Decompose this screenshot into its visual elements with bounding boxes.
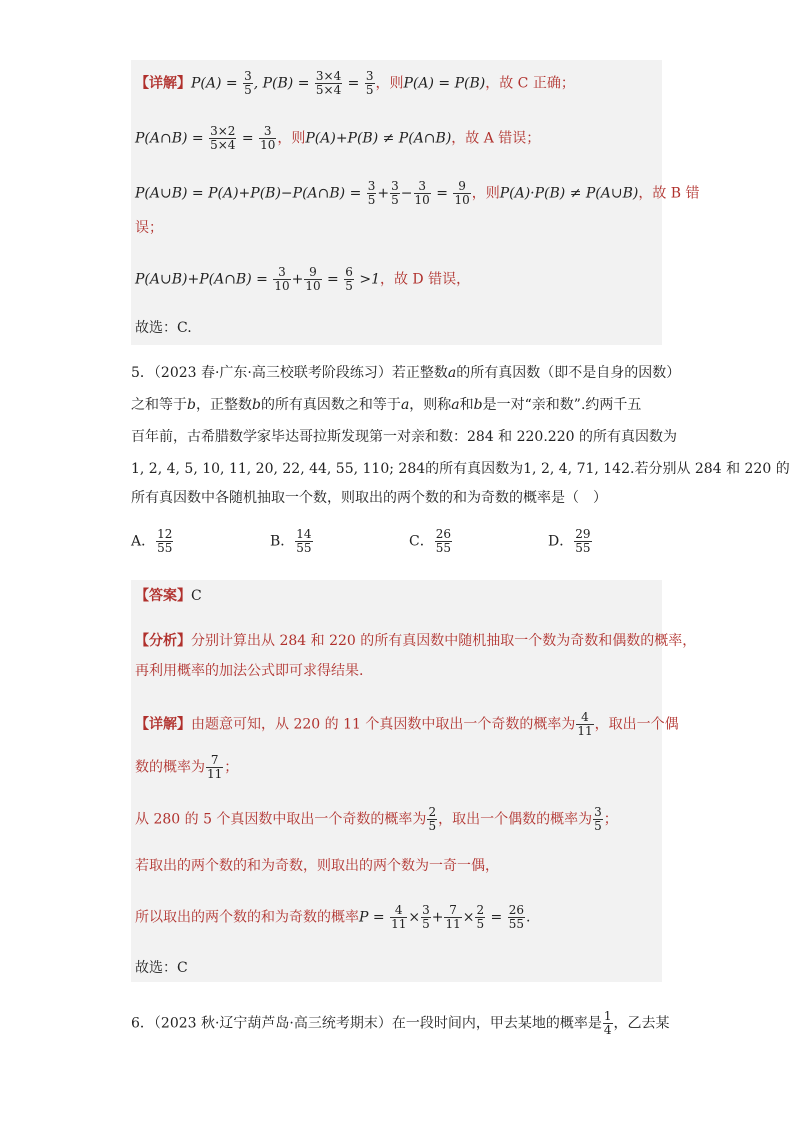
q5-line-5: 所有真因数中各随机抽取一个数，则取出的两个数的和为奇数的概率是（ ） — [131, 490, 607, 506]
answer-line — [135, 586, 202, 606]
text-segment: a — [451, 397, 460, 413]
text-segment: 【详解】 — [135, 75, 191, 92]
numerator: 6 — [345, 265, 353, 279]
numerator: 7 — [444, 904, 461, 918]
fraction — [365, 70, 375, 97]
fraction — [444, 904, 461, 931]
numerator: 7 — [206, 754, 223, 768]
text-segment: × — [462, 909, 475, 926]
text-segment: = — [486, 909, 507, 926]
text-segment: ，故 D 错误， — [379, 271, 471, 288]
numerator: 3×4 — [315, 69, 342, 83]
text-segment: ； — [603, 811, 618, 828]
fraction — [390, 180, 400, 207]
text-segment: 1, 2, 4, 71, 142 — [523, 461, 630, 477]
text-segment: 的所有真因数（即不是自身的因数） — [456, 365, 681, 381]
denominator: 55 — [157, 541, 173, 555]
text-segment: 【分析】 — [135, 633, 191, 649]
fraction — [475, 904, 485, 931]
text-segment: ，乙去某 — [613, 1015, 670, 1032]
detail-q5-line-5 — [135, 904, 530, 931]
text-segment: 所以取出的两个数的和为奇数的概率 — [135, 909, 359, 926]
fraction — [206, 754, 223, 781]
numerator: 3 — [273, 266, 290, 280]
text-segment: . — [526, 909, 531, 926]
text-segment: b — [187, 397, 196, 413]
fraction — [603, 1010, 613, 1037]
detail-q5-line-3 — [135, 806, 618, 833]
option-d[interactable] — [548, 528, 593, 555]
text-segment: P(A∪B) = P(A)+P(B)−P(A∩B) = — [135, 185, 366, 202]
numerator: 3 — [594, 805, 602, 819]
text-segment: − — [400, 185, 413, 202]
text-segment: P(A) = — [191, 75, 243, 92]
text-segment: 和 — [459, 397, 474, 413]
denominator: 5 — [476, 917, 485, 931]
text-segment: 分别计算出从 284 和 220 的所有真因数中随机抽取一个数为奇数和偶数的概率， — [191, 633, 697, 649]
text-segment: B． — [270, 533, 295, 550]
text-segment: A． — [131, 533, 156, 550]
numerator: 9 — [304, 266, 321, 280]
text-segment: P = — [359, 909, 390, 926]
denominator: 10 — [414, 193, 430, 207]
detail-line-3b: 误； — [135, 220, 163, 236]
text-segment: ，则 — [277, 130, 306, 147]
option-c[interactable] — [409, 528, 453, 555]
numerator: 29 — [575, 527, 591, 541]
numerator: 3 — [391, 179, 399, 193]
denominator: 5 — [345, 279, 353, 293]
text-segment: C． — [409, 533, 434, 550]
q5-line-1 — [131, 363, 680, 383]
denominator: 5 — [422, 917, 430, 931]
detail-q5-line-2 — [135, 754, 238, 781]
denominator: 11 — [445, 917, 461, 931]
numerator: 14 — [296, 527, 312, 541]
choose-line-q5: 故选：C — [135, 960, 188, 976]
fraction — [427, 806, 437, 833]
text-segment: b — [251, 397, 261, 413]
text-segment: 之和等于 — [131, 397, 187, 413]
numerator: 4 — [390, 904, 407, 918]
text-segment: a — [400, 397, 410, 413]
denominator: 5 — [594, 819, 602, 833]
text-segment: D． — [548, 533, 574, 550]
text-segment: 的所有真因数之和等于 — [260, 397, 401, 413]
text-segment: C — [191, 588, 202, 604]
fraction — [295, 528, 312, 555]
numerator: 26 — [508, 903, 525, 917]
denominator: 5×4 — [315, 83, 342, 97]
fraction — [273, 266, 290, 293]
text-segment: + — [431, 909, 444, 926]
text-segment: P(A)+P(B) ≠ P(A∩B) — [305, 130, 452, 147]
q6-line-1 — [131, 1010, 670, 1037]
text-segment: 是一对“亲和数”.约两千五 — [482, 397, 642, 413]
text-segment: = — [237, 130, 259, 147]
denominator: 10 — [260, 138, 276, 152]
text-segment: , P(B) = — [253, 75, 314, 92]
q5-line-2 — [131, 395, 641, 415]
denominator: 5 — [367, 193, 376, 207]
text-segment: a — [447, 365, 457, 381]
text-segment: 的所有真因数为 — [425, 461, 524, 477]
text-segment: ，取出一个偶数的概率为 — [438, 811, 593, 828]
text-segment: = — [322, 271, 344, 288]
q5-line-4 — [131, 459, 790, 479]
text-segment: + — [377, 185, 390, 202]
denominator: 5×4 — [210, 138, 236, 152]
option-a[interactable] — [131, 528, 174, 555]
text-segment: P(A) = P(B) — [403, 75, 486, 92]
numerator: 3 — [422, 903, 430, 917]
option-b[interactable] — [270, 528, 314, 555]
fraction — [304, 266, 321, 293]
numerator: 3 — [244, 69, 252, 83]
text-segment: ，则称 — [409, 397, 452, 413]
text-segment: 【答案】 — [135, 588, 191, 604]
detail-line-1 — [135, 70, 575, 97]
text-segment: ； — [224, 759, 239, 776]
detail-line-2 — [135, 125, 540, 152]
fraction — [344, 266, 354, 293]
text-segment: P(A)·P(B) ≠ P(A∪B) — [499, 185, 639, 202]
text-segment: × — [408, 909, 421, 926]
text-segment: + — [291, 271, 304, 288]
numerator: 9 — [453, 180, 470, 194]
fraction — [315, 70, 342, 97]
text-segment: >1 — [354, 271, 380, 288]
text-segment: ，则 — [375, 75, 404, 92]
fraction — [593, 806, 603, 833]
numerator: 3×2 — [210, 124, 236, 138]
analysis-line-1 — [135, 631, 696, 651]
fraction — [453, 180, 470, 207]
text-segment: P(A∩B) = — [135, 130, 209, 147]
text-segment: = — [431, 185, 453, 202]
text-segment: ，故 A 错误； — [451, 130, 541, 147]
text-segment: 6．（2023 秋·辽宁葫芦岛·高三统考期末）在一段时间内，甲去某地的概率是 — [131, 1015, 602, 1032]
denominator: 5 — [365, 83, 374, 97]
fraction — [156, 528, 173, 555]
denominator: 5 — [428, 819, 437, 833]
numerator: 3 — [367, 179, 376, 193]
detail-q5-line-4: 若取出的两个数的和为奇数，则取出的两个数为一奇一偶， — [135, 858, 499, 874]
text-segment: ，故 B 错 — [638, 185, 700, 202]
denominator: 55 — [508, 917, 525, 931]
q5-line-3: 百年前，古希腊数学家毕达哥拉斯发现第一对亲和数：284 和 220.220 的所有真因数为 — [131, 429, 677, 445]
text-segment: 5．（2023 春·广东·高三校联考阶段练习）若正整数 — [131, 365, 448, 381]
fraction — [390, 904, 407, 931]
text-segment: 【详解】 — [135, 716, 191, 733]
fraction — [508, 904, 525, 931]
detail-line-4 — [135, 266, 470, 293]
text-segment: P(A∪B)+P(A∩B) = — [135, 271, 273, 288]
text-segment: .若分别从 284 和 220 的 — [630, 461, 790, 477]
text-segment: b — [473, 397, 483, 413]
denominator: 10 — [305, 279, 321, 293]
text-segment: ，取出一个偶 — [594, 716, 679, 733]
text-segment: ，则 — [471, 185, 500, 202]
text-segment: 从 280 的 5 个真因数中取出一个奇数的概率为 — [135, 811, 427, 828]
denominator: 55 — [435, 541, 451, 555]
fraction — [435, 528, 452, 555]
numerator: 26 — [435, 527, 451, 541]
fraction — [574, 528, 591, 555]
numerator: 1 — [603, 1009, 612, 1023]
text-segment: = — [343, 75, 364, 92]
denominator: 55 — [296, 541, 312, 555]
denominator: 55 — [575, 541, 591, 555]
denominator: 11 — [207, 767, 223, 781]
numerator: 3 — [414, 180, 431, 194]
fraction — [209, 125, 236, 152]
numerator: 2 — [428, 805, 437, 819]
fraction — [421, 904, 431, 931]
choose-line-prev: 故选：C. — [135, 320, 192, 336]
text-segment: 1, 2, 4, 5, 10, 11, 20, 22, 44, 55, 110; 284 — [131, 461, 426, 477]
numerator: 12 — [157, 527, 173, 541]
numerator: 3 — [259, 125, 276, 139]
text-segment: ，正整数 — [195, 397, 252, 413]
analysis-line-2: 再利用概率的加法公式即可求得结果. — [135, 663, 364, 679]
numerator: 4 — [576, 711, 593, 725]
denominator: 10 — [454, 193, 470, 207]
text-segment: ，故 C 正确； — [485, 75, 575, 92]
fraction — [243, 70, 253, 97]
denominator: 4 — [603, 1023, 612, 1037]
text-segment: 数的概率为 — [135, 759, 205, 776]
text-segment: 由题意可知，从 220 的 11 个真因数中取出一个奇数的概率为 — [191, 716, 576, 733]
fraction — [259, 125, 276, 152]
numerator: 2 — [476, 903, 485, 917]
fraction — [367, 180, 377, 207]
denominator: 11 — [391, 917, 407, 931]
fraction — [414, 180, 431, 207]
denominator: 11 — [577, 724, 593, 738]
fraction — [576, 711, 593, 738]
denominator: 5 — [244, 83, 252, 97]
denominator: 10 — [274, 279, 290, 293]
numerator: 3 — [365, 69, 374, 83]
detail-line-3 — [135, 180, 700, 207]
detail-q5-line-1 — [135, 711, 679, 738]
denominator: 5 — [391, 193, 399, 207]
